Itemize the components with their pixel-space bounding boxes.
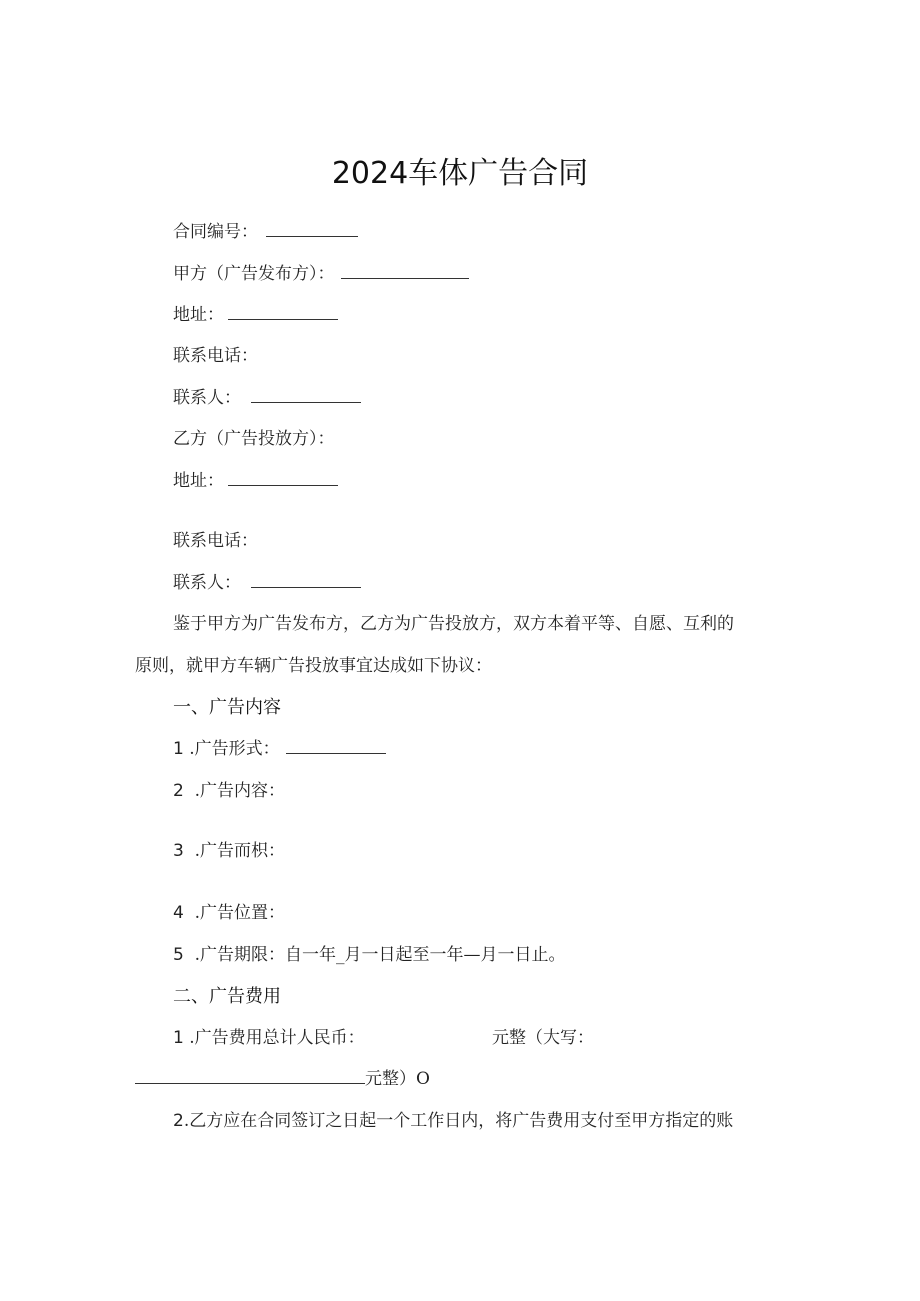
address-a-field [173, 305, 338, 325]
item-text: .乙方应在合同签订之日起一个工作日内，将广告费用支付至甲方指定的账 [183, 1111, 734, 1131]
section-1-item-3 [173, 841, 285, 861]
contact-b-blank [251, 573, 361, 588]
section-2-heading: 二、广告费用 [173, 986, 281, 1007]
party-b-label: 乙方（广告投放方）： [173, 429, 335, 449]
section-1-item-5 [173, 945, 566, 965]
contract-number-blank [266, 222, 358, 237]
section-1-item-4 [173, 903, 285, 923]
fee-capital-suffix: 元整）O [365, 1069, 430, 1089]
address-b-field [173, 471, 338, 491]
item-number: 1 [173, 1028, 184, 1048]
section-1-heading: 一、广告内容 [173, 697, 281, 718]
item-text: .广告期限：自一年_月一日起至一年—月一日止。 [194, 945, 566, 965]
section-2-item-1-line-2 [135, 1069, 430, 1089]
item-number: 2 [173, 1111, 184, 1131]
item-text: .广告位置： [194, 903, 286, 923]
address-a-label: 地址： [173, 305, 224, 325]
item-number: 4 [173, 903, 184, 923]
page-title: 2024车体广告合同 [331, 156, 589, 191]
fee-capital-blank [135, 1069, 365, 1084]
item-number: 2 [173, 781, 184, 801]
address-b-label: 地址： [173, 471, 224, 491]
party-a-blank [341, 264, 469, 279]
contract-number-label: 合同编号： [173, 222, 258, 242]
section-2-item-2 [173, 1111, 733, 1131]
section-2-item-1 [173, 1028, 365, 1048]
section-1-item-2 [173, 781, 285, 801]
contact-b-field [173, 573, 361, 593]
section-1-item-1 [173, 739, 386, 759]
contact-a-label: 联系人： [173, 388, 241, 408]
item-text: .广告形式： [189, 739, 280, 759]
item-number: 3 [173, 841, 184, 861]
intro-line-1: 鉴于甲方为广告发布方，乙方为广告投放方，双方本着平等、自愿、互利的 [173, 614, 734, 634]
intro-line-2: 原则，就甲方车辆广告投放事宜达成如下协议： [135, 656, 492, 676]
contact-a-field [173, 388, 361, 408]
contact-a-blank [251, 388, 361, 403]
address-b-blank [228, 471, 338, 486]
contract-number-field [173, 222, 358, 242]
item-number: 5 [173, 945, 184, 965]
party-a-label: 甲方（广告发布方）： [173, 264, 335, 284]
contact-b-label: 联系人： [173, 573, 241, 593]
party-a-field [173, 264, 469, 284]
item-text: .广告而枳： [194, 841, 286, 861]
fee-capital-label: 元整（大写： [492, 1028, 594, 1048]
item-text: .广告内容： [194, 781, 286, 801]
item-text: .广告费用总计人民币： [189, 1028, 365, 1048]
phone-b-label: 联系电话： [173, 531, 258, 551]
ad-form-blank [286, 739, 386, 754]
item-number: 1 [173, 739, 184, 759]
phone-a-label: 联系电话： [173, 346, 258, 366]
address-a-blank [228, 305, 338, 320]
